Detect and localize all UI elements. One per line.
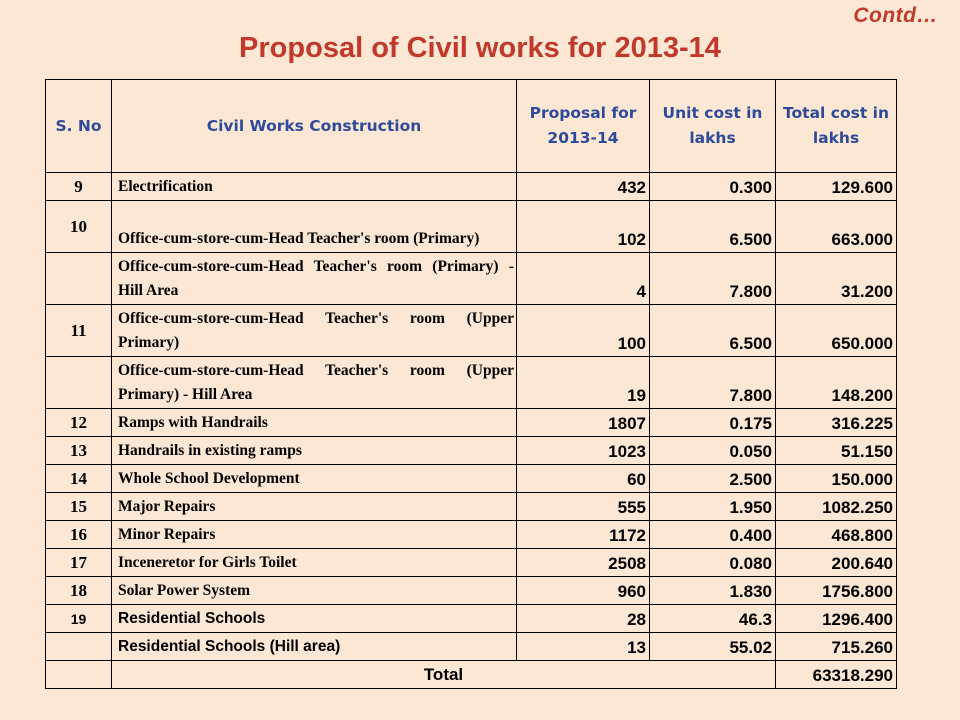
cell-proposal: 1807 [517,409,650,437]
cell-sno: 18 [46,577,112,605]
cell-description: Residential Schools [112,605,517,633]
cell-total-cost: 150.000 [776,465,897,493]
table-row [46,253,897,305]
cell-total-cost: 663.000 [776,201,897,253]
cell-sno: 12 [46,409,112,437]
header-sno: S. No [46,80,112,173]
cell-description: Office-cum-store-cum-Head Teacher's room (Primary) [112,201,517,253]
civil-works-table [45,79,897,689]
total-label: Total [112,661,776,689]
table-row [46,633,897,661]
cell-unit-cost: 0.080 [650,549,776,577]
cell-sno [46,253,112,305]
page-title: Proposal of Civil works for 2013-14 [239,32,721,64]
cell-proposal: 432 [517,173,650,201]
cell-unit-cost: 1.830 [650,577,776,605]
cell-description: Office-cum-store-cum-Head Teacher's room (Upper Primary) [112,305,517,357]
cell-proposal: 13 [517,633,650,661]
cell-total-cost: 650.000 [776,305,897,357]
cell-proposal: 28 [517,605,650,633]
table-row [46,409,897,437]
cell-proposal: 100 [517,305,650,357]
cell-unit-cost: 0.050 [650,437,776,465]
cell-proposal: 19 [517,357,650,409]
cell-proposal: 102 [517,201,650,253]
cell-total-cost: 316.225 [776,409,897,437]
table-row [46,549,897,577]
cell-sno [46,661,112,689]
cell-sno: 10 [46,201,112,253]
table-row [46,305,897,357]
contd-label: Contd… [853,4,938,27]
total-value: 63318.290 [776,661,897,689]
cell-sno: 15 [46,493,112,521]
cell-proposal: 1172 [517,521,650,549]
cell-unit-cost: 46.3 [650,605,776,633]
cell-total-cost: 51.150 [776,437,897,465]
table-header-row [46,80,897,173]
table-total-row [46,661,897,689]
cell-description: Major Repairs [112,493,517,521]
cell-description: Whole School Development [112,465,517,493]
table-row [46,521,897,549]
table-row [46,465,897,493]
cell-total-cost: 129.600 [776,173,897,201]
cell-sno: 17 [46,549,112,577]
cell-total-cost: 1082.250 [776,493,897,521]
cell-sno: 9 [46,173,112,201]
cell-total-cost: 715.260 [776,633,897,661]
cell-total-cost: 1756.800 [776,577,897,605]
cell-sno: 13 [46,437,112,465]
header-proposal: Proposal for 2013-14 [517,80,650,173]
cell-description: Inceneretor for Girls Toilet [112,549,517,577]
cell-unit-cost: 0.300 [650,173,776,201]
cell-unit-cost: 55.02 [650,633,776,661]
header-total-cost: Total cost in lakhs [776,80,897,173]
cell-description: Solar Power System [112,577,517,605]
cell-description: Minor Repairs [112,521,517,549]
cell-description: Office-cum-store-cum-Head Teacher's room (Upper Primary) - Hill Area [112,357,517,409]
cell-total-cost: 31.200 [776,253,897,305]
cell-unit-cost: 2.500 [650,465,776,493]
cell-proposal: 2508 [517,549,650,577]
cell-unit-cost: 0.400 [650,521,776,549]
table-row [46,201,897,253]
table-row [46,605,897,633]
cell-unit-cost: 1.950 [650,493,776,521]
cell-sno: 11 [46,305,112,357]
cell-description: Residential Schools (Hill area) [112,633,517,661]
table-row [46,437,897,465]
header-civil-works: Civil Works Construction [112,80,517,173]
cell-unit-cost: 0.175 [650,409,776,437]
cell-proposal: 555 [517,493,650,521]
cell-unit-cost: 6.500 [650,305,776,357]
cell-sno [46,357,112,409]
table-row [46,493,897,521]
cell-proposal: 4 [517,253,650,305]
cell-unit-cost: 7.800 [650,253,776,305]
cell-proposal: 1023 [517,437,650,465]
cell-total-cost: 200.640 [776,549,897,577]
cell-sno [46,633,112,661]
table-row [46,577,897,605]
cell-sno: 16 [46,521,112,549]
cell-total-cost: 148.200 [776,357,897,409]
header-unit-cost: Unit cost in lakhs [650,80,776,173]
cell-proposal: 60 [517,465,650,493]
cell-total-cost: 1296.400 [776,605,897,633]
cell-description: Ramps with Handrails [112,409,517,437]
cell-description: Office-cum-store-cum-Head Teacher's room (Primary) - Hill Area [112,253,517,305]
cell-unit-cost: 6.500 [650,201,776,253]
cell-sno: 19 [46,605,112,633]
cell-description: Electrification [112,173,517,201]
cell-unit-cost: 7.800 [650,357,776,409]
cell-total-cost: 468.800 [776,521,897,549]
cell-description: Handrails in existing ramps [112,437,517,465]
table-row [46,357,897,409]
table-row [46,173,897,201]
cell-proposal: 960 [517,577,650,605]
cell-sno: 14 [46,465,112,493]
